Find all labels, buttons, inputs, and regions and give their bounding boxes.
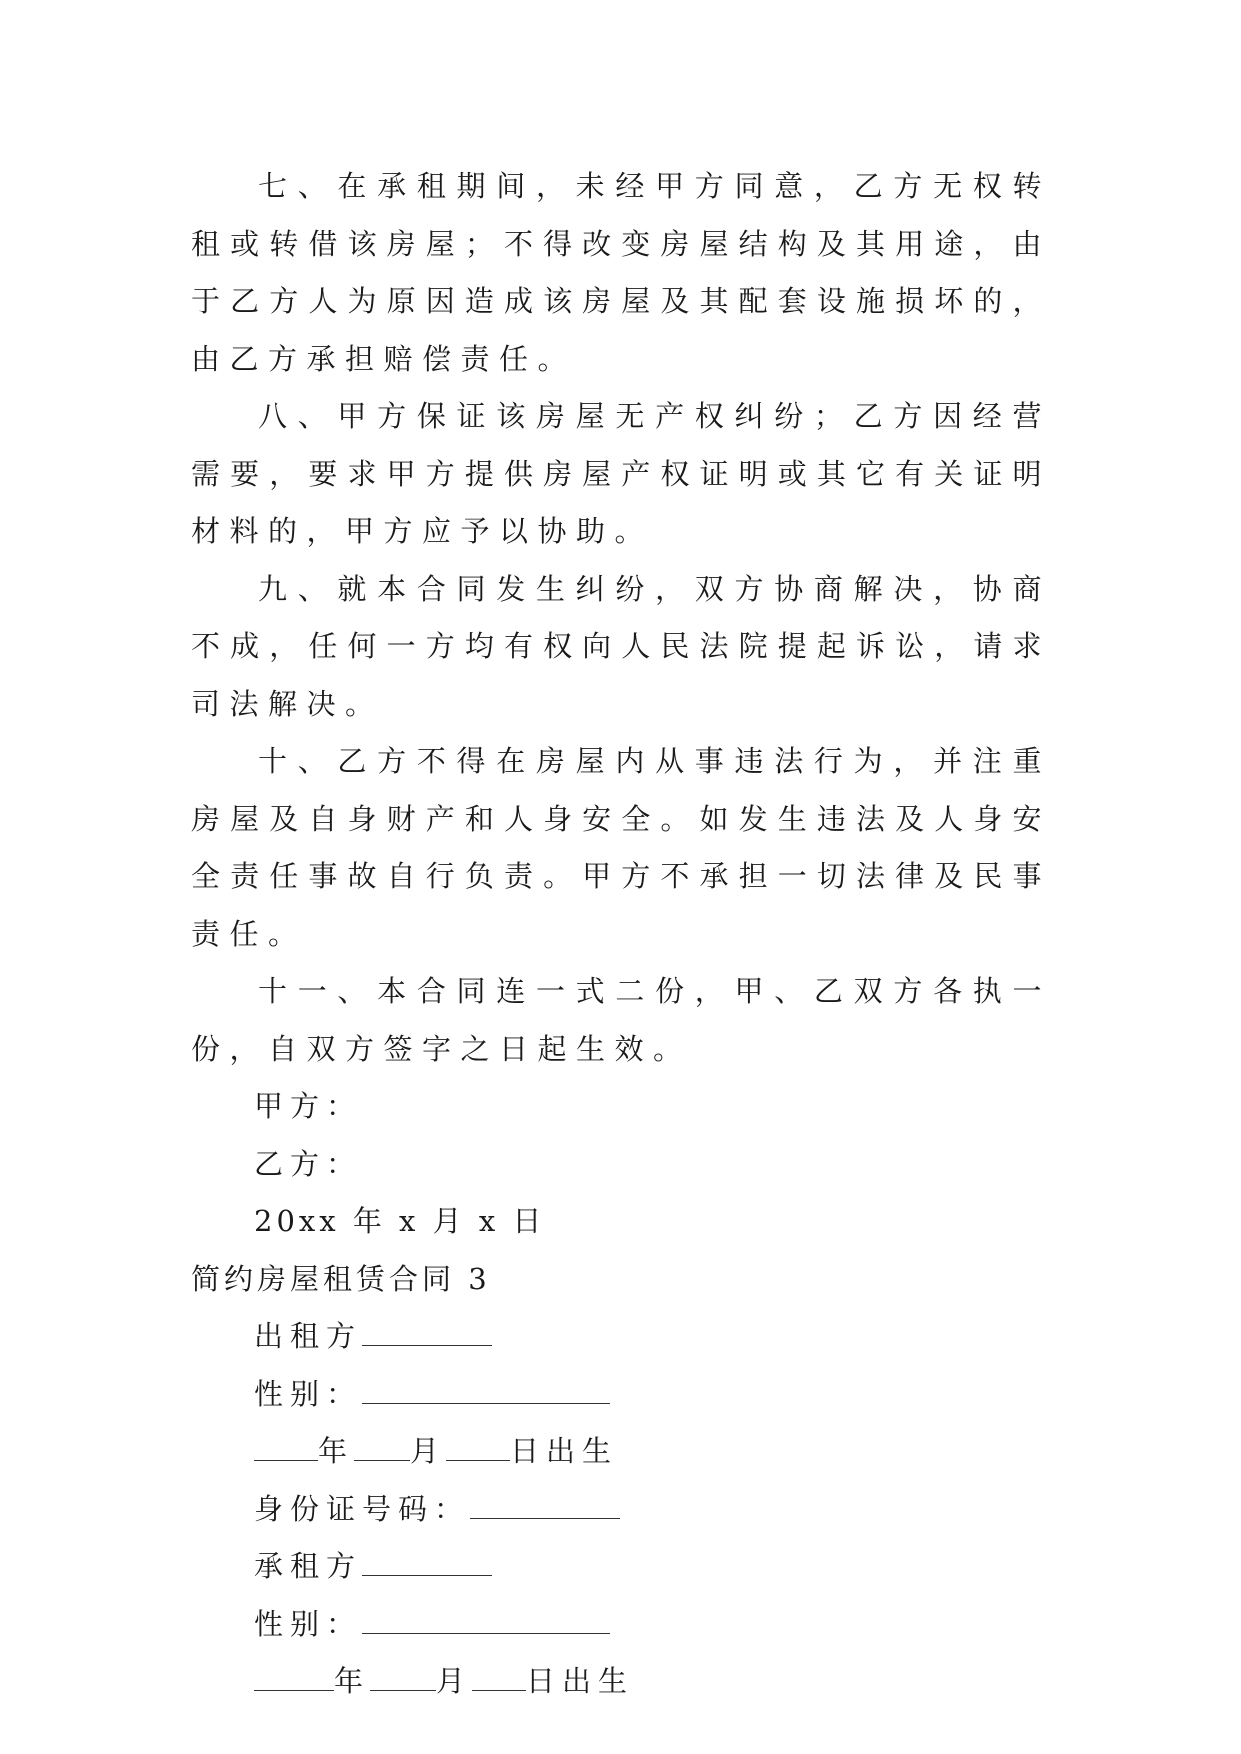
lessor-id-line <box>191 1481 1051 1539</box>
lessor-birth-year-blank <box>254 1436 318 1461</box>
lessor-gender-line <box>191 1366 1051 1424</box>
lessor-gender-blank <box>362 1379 610 1404</box>
lessee-birth-year-blank <box>254 1666 334 1691</box>
lessee-label: 承租方 <box>254 1549 363 1583</box>
document-body <box>191 158 1051 1711</box>
lessor-birth-day-blank <box>446 1436 510 1461</box>
lessor-label: 出租方 <box>254 1319 363 1353</box>
lessor-line <box>191 1308 1051 1366</box>
party-b-signature: 乙方： <box>254 1146 363 1181</box>
lessee-gender-line <box>191 1596 1051 1654</box>
party-a-signature: 甲方： <box>254 1089 363 1123</box>
lessee-birth-year-label: 年 <box>334 1664 371 1698</box>
lessor-birth-month-label: 月 <box>410 1434 447 1468</box>
lessee-gender-blank <box>362 1609 610 1634</box>
lessee-line <box>191 1538 1051 1596</box>
lessee-name-blank <box>362 1551 492 1576</box>
clause-8: 八、甲方保证该房屋无产权纠纷；乙方因经营需要，要求甲方提供房屋产权证明或其它有关证明材料的，甲方应予以协助。 <box>191 399 1051 548</box>
lessee-gender-label: 性别： <box>254 1606 363 1641</box>
lessor-id-label: 身份证号码： <box>254 1491 471 1526</box>
clause-10: 十、乙方不得在房屋内从事违法行为，并注重房屋及自身财产和人身安全。如发生违法及人身安全责任事故自行负责。甲方不承担一切法律及民事责任。 <box>191 744 1051 951</box>
clause-9: 九、就本合同发生纠纷，双方协商解决，协商不成，任何一方均有权向人民法院提起诉讼，请求司法解决。 <box>191 571 1051 721</box>
lessor-gender-label: 性别： <box>254 1376 363 1411</box>
lessor-birth-year-label: 年 <box>318 1434 355 1468</box>
clause-7: 七、在承租期间，未经甲方同意，乙方无权转租或转借该房屋；不得改变房屋结构及其用途，由于乙方人为原因造成该房屋及其配套设施损坏的，由乙方承担赔偿责任。 <box>191 169 1051 376</box>
section-title: 简约房屋租赁合同 3 <box>191 1261 491 1296</box>
lessee-birth-day-blank <box>472 1666 526 1691</box>
signing-date: 20xx 年 x 月 x 日 <box>254 1204 546 1238</box>
lessee-birth-month-label: 月 <box>436 1664 473 1698</box>
lessor-birth-line <box>191 1423 1051 1481</box>
lessor-birth-day-label: 日出生 <box>510 1434 619 1468</box>
lessee-birth-line <box>191 1653 1051 1711</box>
lessor-birth-month-blank <box>354 1436 410 1461</box>
lessee-birth-day-label: 日出生 <box>526 1664 635 1698</box>
clause-11: 十一、本合同连一式二份，甲、乙双方各执一份，自双方签字之日起生效。 <box>191 974 1051 1066</box>
lessee-birth-month-blank <box>370 1666 436 1691</box>
lessor-name-blank <box>362 1321 492 1346</box>
lessor-id-blank <box>470 1494 620 1519</box>
